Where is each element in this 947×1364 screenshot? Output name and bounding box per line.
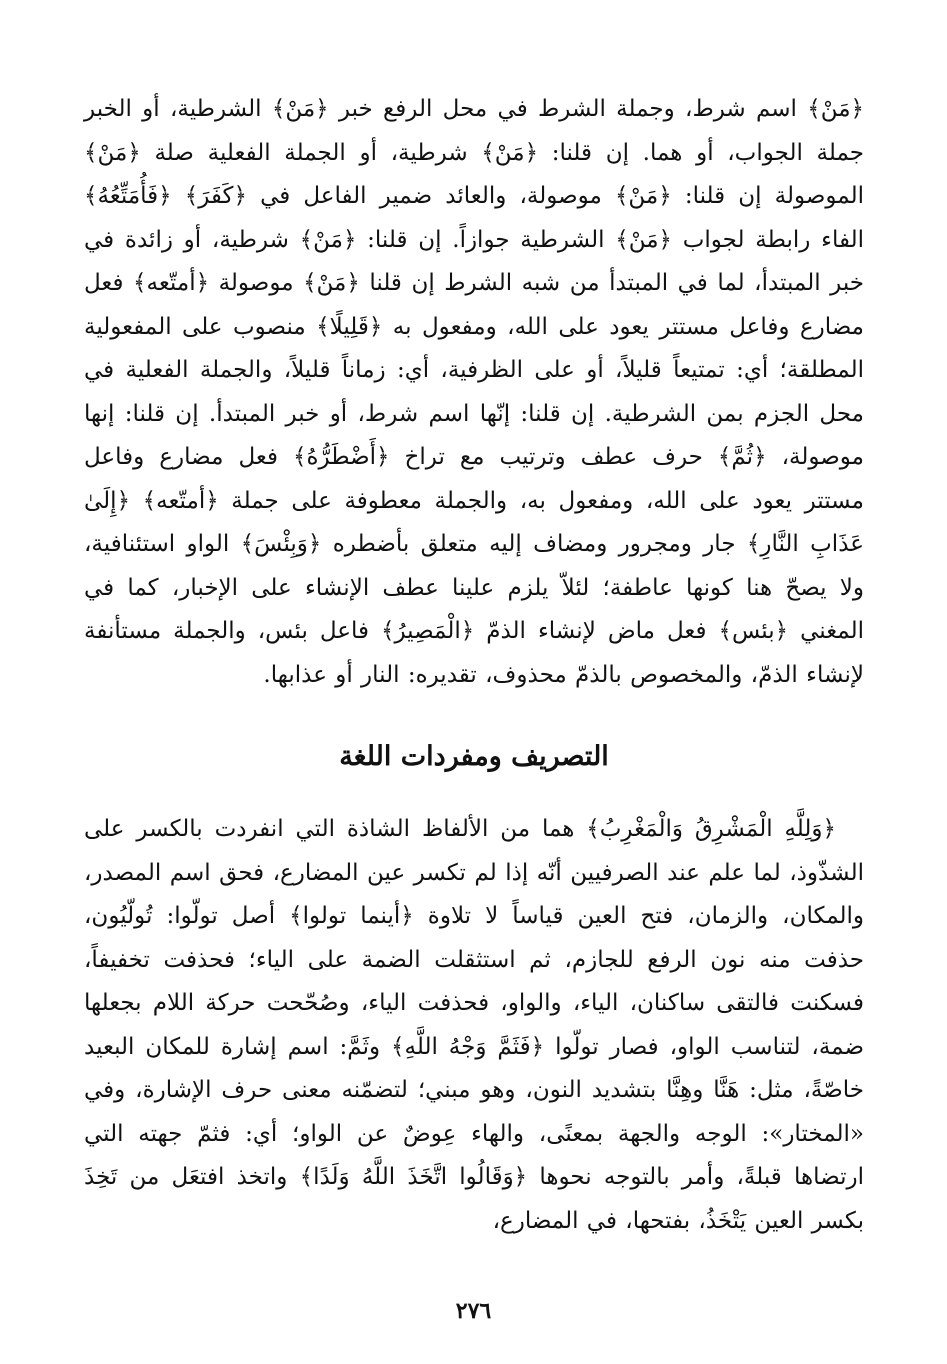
commentary-paragraph: ﴿مَنْ﴾ اسم شرط، وجملة الشرط في محل الرفع خبر ﴿مَنْ﴾ الشرطية، أو الخبر جملة الجواب، أو هما. إن قلنا: ﴿مَنْ﴾ شرطية، أو الجملة الفعلية صلة ﴿مَنْ﴾ الموصولة إن قلنا: ﴿مَنْ﴾ موصولة، والعائد ضمير الفاعل في ﴿كَفَرَ﴾ ﴿فَأُمَتِّعُهُ﴾ الفاء رابطة لجواب ﴿مَنْ﴾ الشرطية جوازاً. إن قلنا: ﴿مَنْ﴾ شرطية، أو زائدة في خبر المبتدأ، لما في المبتدأ من شبه الشرط إن قلنا ﴿مَنْ﴾ موصولة ﴿أمتّعه﴾ فعل مضارع وفاعل مستتر يعود على الله، ومفعول به ﴿قَلِيلًا﴾ منصوب على المفعولية المطلقة؛ أي: تمتيعاً قليلاً، أو على الظرفية، أي: زماناً قليلاً، والجملة الفعلية في محل الجزم بمن الشرطية. إن قلنا: إنّها اسم شرط، أو خبر المبتدأ. إن قلنا: إنها موصولة، ﴿ثُمَّ﴾ حرف عطف وترتيب مع تراخ ﴿أَضْطَرُّهُ﴾ فعل مضارع وفاعل مستتر يعود على الله، ومفعول به، والجملة معطوفة على جملة ﴿أمتّعه﴾ ﴿إِلَىٰ عَذَابِ النَّارِ﴾ جار ومجرور ومضاف إليه متعلق بأضطره ﴿وَبِئْسَ﴾ الواو استئنافية، ولا يصحّ هنا كونها عاطفة؛ لئلاّ يلزم علينا عطف الإنشاء على الإخبار، كما في المغني ﴿بئس﴾ فعل ماض لإنشاء الذمّ ﴿الْمَصِيرُ﴾ فاعل بئس، والجملة مستأنفة لإنشاء الذمّ، والمخصوص بالذمّ محذوف، تقديره: النار أو عذابها.	[84, 96, 864, 688]
morphology-paragraph: ﴿وَلِلَّهِ الْمَشْرِقُ وَالْمَغْرِبُ﴾ هما من الألفاظ الشاذة التي انفردت بالكسر على الشذّوذ، لما علم عند الصرفيين أنّه إذا لم تكسر عين المضارع، فحق اسم المصدر، والمكان، والزمان، فتح العين قياساً لا تلاوة ﴿أينما تولوا﴾ أصل تولّوا: تُولّيُون، حذفت منه نون الرفع للجازم، ثم استثقلت الضمة على الياء؛ فحذفت تخفيفاً، فسكنت فالتقى ساكنان، الياء، والواو، فحذفت الياء، وصُحّحت حركة اللام بجعلها ضمة، لتناسب الواو، فصار تولّوا ﴿فَثَمَّ وَجْهُ اللَّهِ﴾ وثَمَّ: اسم إشارة للمكان البعيد خاصّةً، مثل: هَنَّا وهِنَّا بتشديد النون، وهو مبني؛ لتضمّنه معنى حرف الإشارة، وفي «المختار»: الوجه والجهة بمعنًى، والهاء عِوضٌ عن الواو؛ أي: فثمّ جهته التي ارتضاها قبلةً، وأمر بالتوجه نحوها ﴿وَقَالُوا اتَّخَذَ اللَّهُ وَلَدًا﴾ واتخذ افتعَل من تَخِذَ بكسر العين يَتْخَذُ، بفتحها، في المضارع،	[84, 816, 864, 1234]
grammar-commentary-block	[84, 88, 864, 697]
section-heading: التصريف ومفردات اللغة	[339, 741, 609, 772]
morphology-vocabulary-block	[84, 808, 864, 1243]
page-number: ٢٧٦	[455, 1298, 492, 1324]
